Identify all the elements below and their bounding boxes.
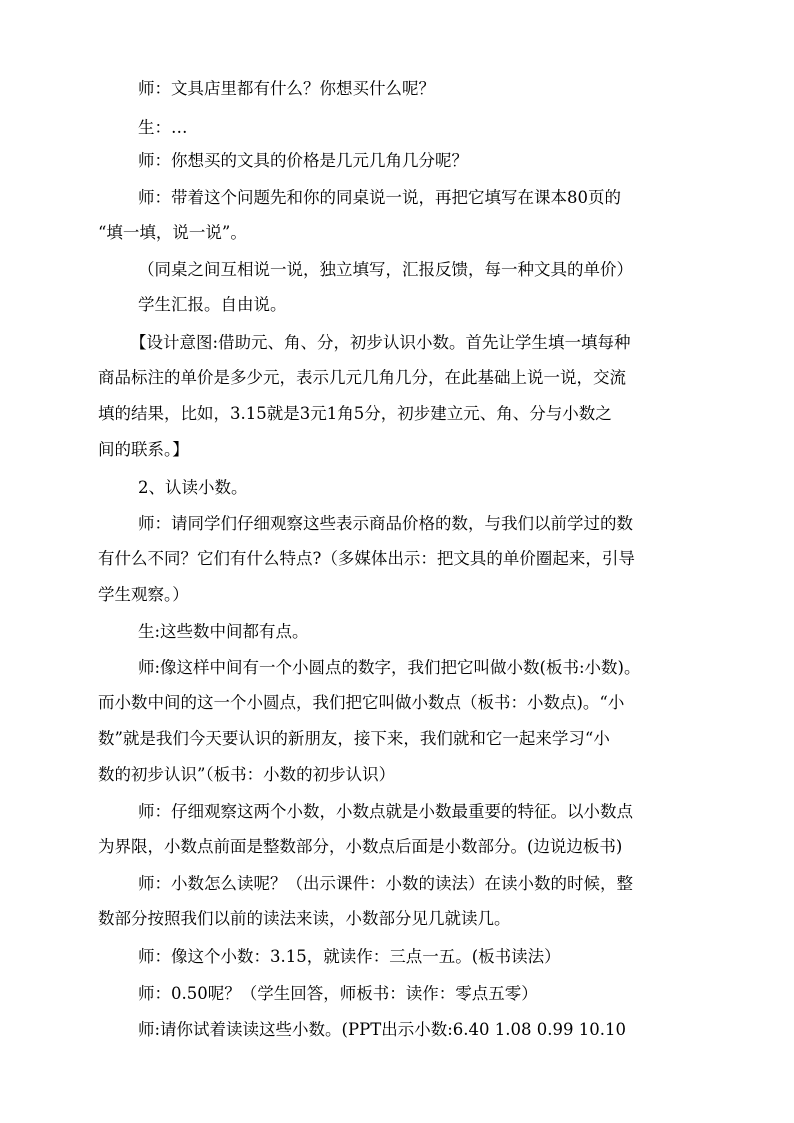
text-line: 师:像这样中间有一个小圆点的数字，我们把它叫做小数(板书:小数)。 (138, 658, 641, 677)
text-line: 师：你想买的文具的价格是几元几角几分呢？ (138, 151, 468, 170)
text-line: 【设计意图:借助元、角、分，初步认识小数。首先让学生填一填每种 (130, 333, 631, 352)
text-line: 数”就是我们今天要认识的新朋友，接下来，我们就和它一起来学习“小 (98, 729, 610, 748)
text-line: 学生汇报。自由说。 (138, 295, 287, 314)
text-line: （同桌之间互相说一说，独立填写，汇报反馈，每一种文具的单价） (138, 260, 633, 279)
text-line: 师：带着这个问题先和你的同桌说一说，再把它填写在课本80页的 (138, 188, 621, 207)
text-line: 数部分按照我们以前的读法来读，小数部分见几就读几。 (98, 909, 511, 928)
text-line: 间的联系。】 (98, 440, 189, 459)
text-line: 填的结果，比如，3.15就是3元1角5分，初步建立元、角、分与小数之 (98, 404, 612, 423)
text-line: 师：像这个小数：3.15，就读作：三点一五。(板书读法） (138, 947, 561, 966)
text-line: 生:这些数中间都有点。 (138, 622, 309, 641)
text-line: 商品标注的单价是多少元，表示几元几角几分，在此基础上说一说，交流 (98, 368, 626, 387)
text-line: 生：… (138, 118, 188, 137)
text-line: 师：文具店里都有什么？你想买什么呢？ (138, 79, 435, 98)
text-line: 师:请你试着读读这些小数。(PPT出示小数:6.40 1.08 0.99 10.10 (138, 1020, 626, 1039)
text-line: 师：请同学们仔细观察这些表示商品价格的数，与我们以前学过的数 (138, 514, 633, 533)
text-line: 为界限，小数点前面是整数部分，小数点后面是小数部分。(边说边板书) (98, 837, 623, 856)
text-line: 学生观察。） (98, 585, 189, 604)
text-line: 师：仔细观察这两个小数，小数点就是小数最重要的特征。以小数点 (138, 802, 633, 821)
text-line: 数的初步认识”（板书：小数的初步认识） (98, 765, 396, 784)
text-line: “填一填，说一说”。 (98, 223, 247, 242)
text-line: 有什么不同？它们有什么特点?（多媒体出示：把文具的单价圈起来，引导 (98, 549, 635, 568)
section-heading: 2、认读小数。 (138, 478, 248, 497)
text-line: 师：小数怎么读呢？（出示课件：小数的读法）在读小数的时候，整 (138, 874, 633, 893)
text-line: 而小数中间的这一个小圆点，我们把它叫做小数点（板书：小数点)。“小 (98, 693, 625, 712)
text-line: 师：0.50呢？（学生回答，师板书：读作：零点五零） (138, 984, 538, 1003)
